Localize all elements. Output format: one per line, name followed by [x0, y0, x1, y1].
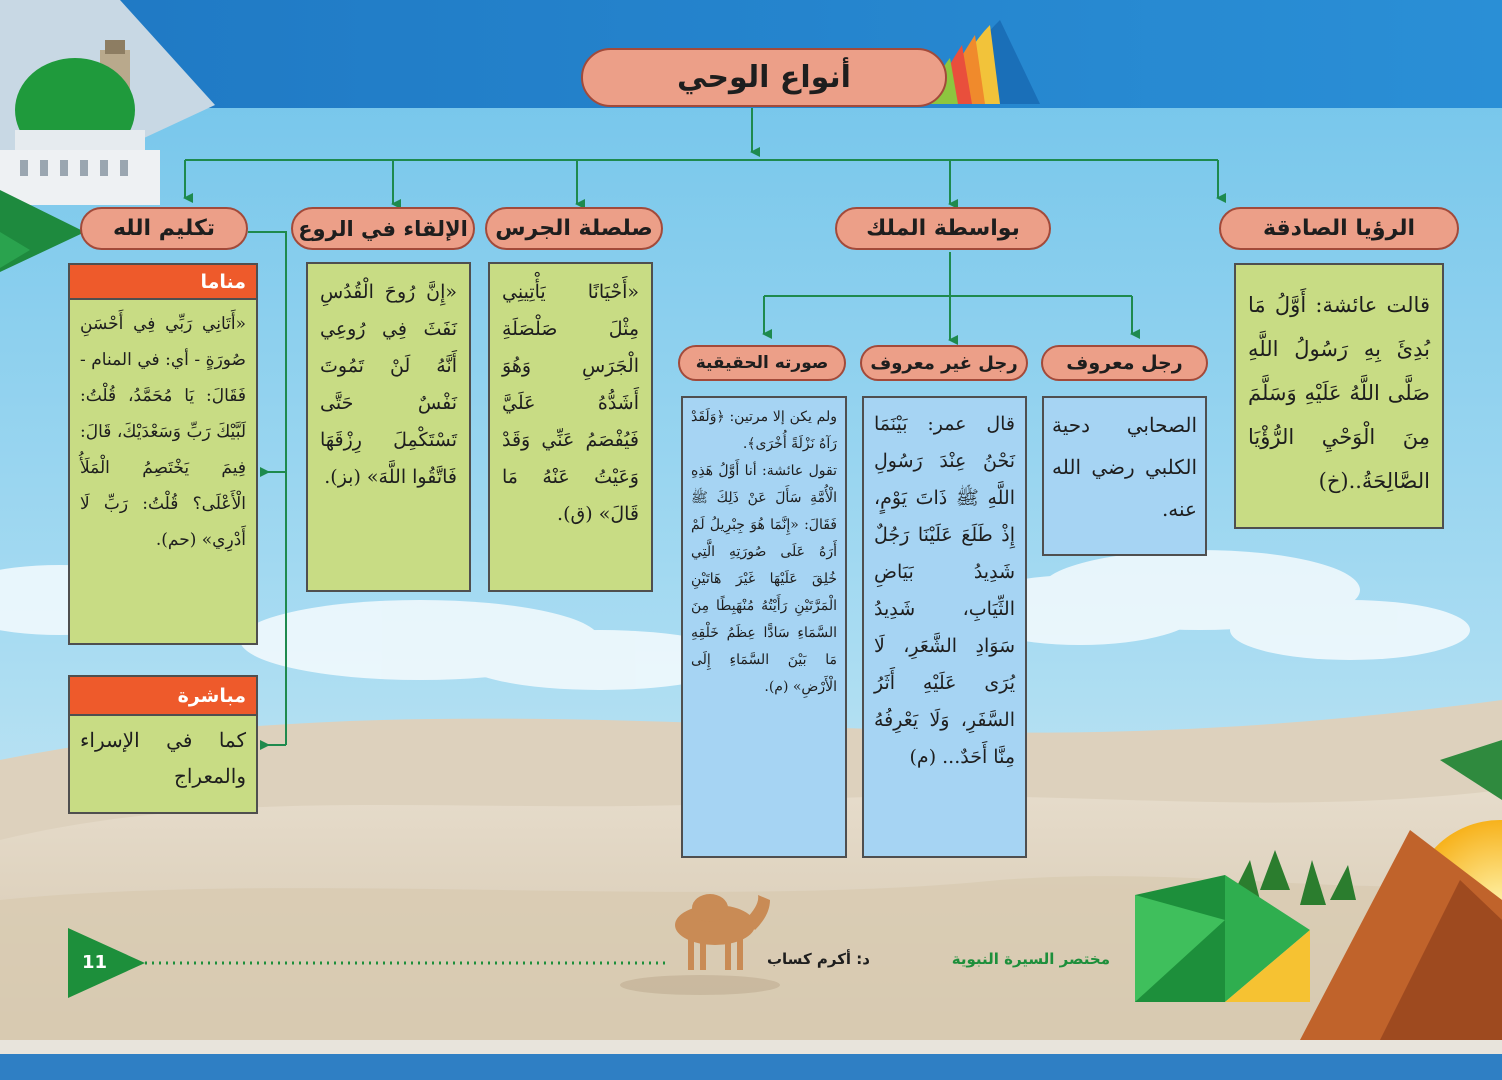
ruya-text: قالت عائشة: أَوَّلُ مَا بُدِئَ بِهِ رَسُولُ اللَّهِ صَلَّى اللَّهُ عَلَيْهِ وَسَلَّمَ مِنَ الْوَحْيِ الرُّؤْيَا الصَّالِحَةُ..(خ) [1248, 293, 1430, 493]
known-man-text: الصحابي دحية الكلبي رضي الله عنه. [1052, 413, 1197, 521]
category-ilqa: الإلقاء في الروع [291, 207, 475, 250]
known-man-text-box [1042, 396, 1207, 556]
book-title: مختصر السيرة النبوية [951, 950, 1110, 968]
author-name: د: أكرم كساب [766, 950, 870, 968]
ilqa-text-box [306, 262, 471, 592]
manam-text: «أَتَانِي رَبِّي فِي أَحْسَنِ صُورَةٍ - أي: في المنام - فَقَالَ: يَا مُحَمَّدُ، قُلْتُ: لَبَّيْكَ رَبِّ وَسَعْدَيْكَ، قَالَ: فِيمَ يَخْتَصِمُ الْمَلَأُ الْأَعْلَى؟ قُلْتُ: رَبِّ لَا أَدْرِي» (حم). [80, 314, 246, 550]
mubashara-text: كما في الإسراء والمعراج [80, 728, 246, 788]
jaras-text-box [488, 262, 653, 592]
manam-label: مناما [68, 263, 258, 300]
category-malak: بواسطة الملك [835, 207, 1051, 250]
true-form-text-1: ولم يكن إلا مرتين: ﴿وَلَقَدْ رَآهُ نَزْلَةً أُخْرَى﴾. [691, 409, 837, 452]
ilqa-text: «إِنَّ رُوحَ الْقُدُسِ نَفَثَ فِي رُوعِي أَنَّهُ لَنْ تَمُوتَ نَفْسٌ حَتَّى تَسْتَكْمِلَ رِزْقَهَا فَاتَّقُوا اللَّهَ» (بز). [320, 281, 457, 488]
subcategory-true-form: صورته الحقيقية [678, 345, 846, 381]
category-jaras: صلصلة الجرس [485, 207, 663, 250]
unknown-man-text: قال عمر: بَيْنَمَا نَحْنُ عِنْدَ رَسُولِ اللَّهِ ﷺ ذَاتَ يَوْمٍ، إِذْ طَلَعَ عَلَيْنَا رَجُلٌ شَدِيدُ بَيَاضِ الثِّيَابِ، شَدِيدُ سَوَادِ الشَّعَرِ، لَا يُرَى عَلَيْهِ أَثَرُ السَّفَرِ، وَلَا يَعْرِفُهُ مِنَّا أَحَدٌ... (م) [874, 413, 1015, 768]
mubashara-text-box [68, 714, 258, 814]
true-form-text-2: تقول عائشة: أنا أَوَّلُ هَذِهِ الْأُمَّةِ سَأَلَ عَنْ ذَلِكَ ﷺ فَقَالَ: «إِنَّمَا هُوَ جِبْرِيلُ لَمْ أَرَهُ عَلَى صُورَتِهِ الَّتِي خُلِقَ عَلَيْهَا غَيْرَ هَاتَيْنِ الْمَرَّتَيْنِ رَأَيْتُهُ مُنْهَبِطًا مِنَ السَّمَاءِ سَادًّا عِظَمُ خَلْقِهِ مَا بَيْنَ السَّمَاءِ إِلَى الْأَرْضِ» (م). [691, 463, 837, 695]
category-takleem: تكليم الله [80, 207, 248, 250]
true-form-text-box [681, 396, 847, 858]
page-number: 11 [82, 952, 108, 973]
subcategory-known-man: رجل معروف [1041, 345, 1208, 381]
manam-text-box [68, 298, 258, 645]
subcategory-unknown-man: رجل غير معروف [860, 345, 1028, 381]
mubashara-label: مباشرة [68, 675, 258, 716]
jaras-text: «أَحْيَانًا يَأْتِينِي مِثْلَ صَلْصَلَةِ الْجَرَسِ وَهُوَ أَشَدُّهُ عَلَيَّ فَيُفْصَمُ عَنِّي وَقَدْ وَعَيْتُ عَنْهُ مَا قَالَ» (ق). [502, 281, 639, 525]
diagram-title: أنواع الوحي [581, 48, 947, 107]
category-ruya: الرؤيا الصادقة [1219, 207, 1459, 250]
unknown-man-text-box [862, 396, 1027, 858]
ruya-text-box [1234, 263, 1444, 529]
